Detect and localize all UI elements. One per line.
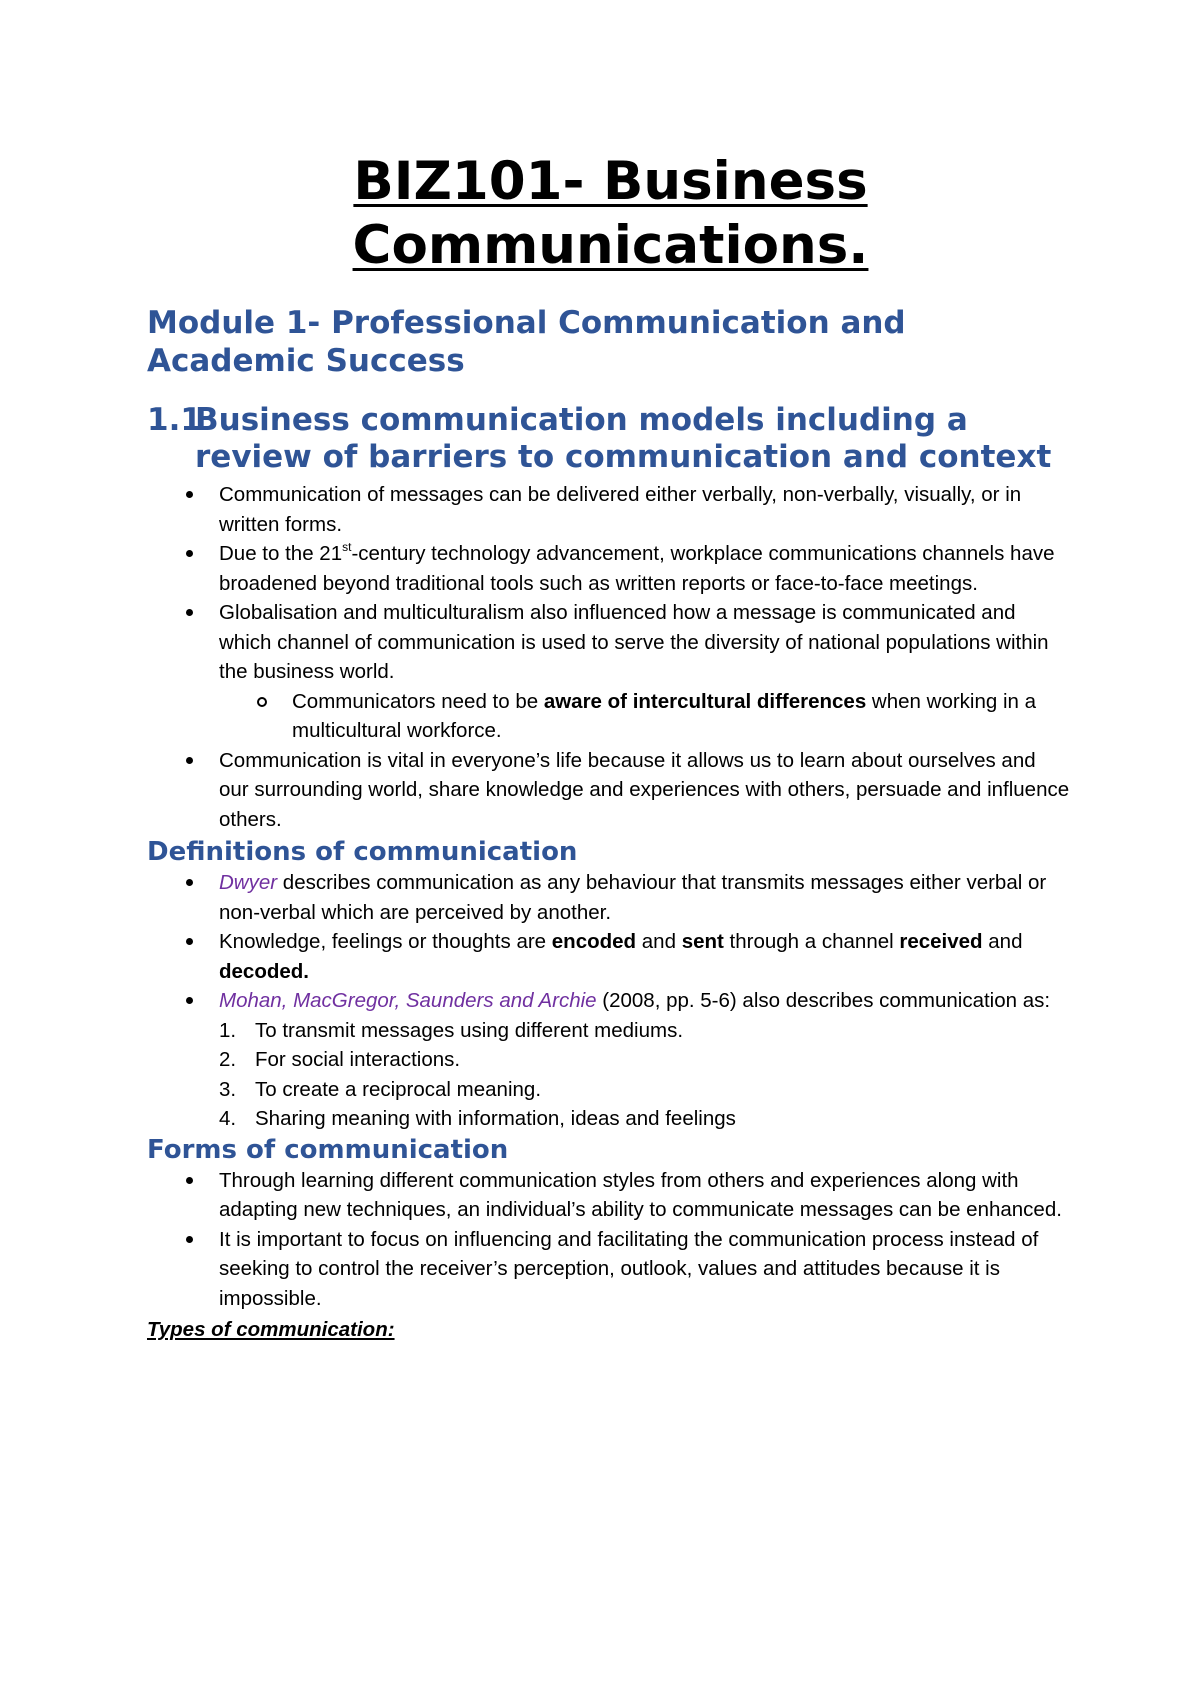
author-name: Mohan, MacGregor, Saunders and Archie (219, 989, 597, 1012)
section-title: Business communication models including a review of barriers to communication and context (195, 402, 1052, 475)
list-item (147, 927, 1070, 986)
bullet-text: Due to the 21 (219, 542, 343, 565)
numbered-item (147, 1075, 1070, 1105)
bullet-text: It is important to focus on influencing and facilitating the communication process instead of seeking to control the receiver’s perception, outlook, values and attitudes because it is impossible. (219, 1227, 1039, 1310)
definitions-heading: Definitions of communication (147, 837, 578, 867)
intro-bullet-list (147, 480, 1070, 834)
bold-text: sent (681, 930, 724, 953)
item-number: 3. (219, 1077, 237, 1101)
bold-text: received (899, 930, 983, 953)
title-line-1: BIZ101- Business (353, 151, 868, 212)
definitions-list (147, 868, 1070, 1016)
list-item (147, 480, 1070, 539)
list-item (147, 746, 1070, 835)
bullet-text: describes communication as any behaviour that transmits messages either verbal or non-verbal which are perceived by another. (219, 871, 1047, 924)
sub-list-item (147, 687, 1070, 746)
superscript: st (342, 540, 352, 554)
item-number: 1. (219, 1018, 237, 1042)
title-line-2: Communications. (352, 215, 869, 276)
list-item (147, 539, 1070, 598)
bullet-text: (2008, pp. 5-6) also describes communication as: (596, 989, 1051, 1012)
bullet-text: Communicators need to be (292, 689, 544, 713)
item-text: Sharing meaning with information, ideas and feelings (255, 1107, 736, 1130)
list-item (147, 598, 1070, 687)
numbered-item (147, 1045, 1070, 1075)
bullet-text: through a channel (723, 930, 900, 953)
document-title (147, 150, 1070, 278)
module-heading: Module 1- Professional Communication and Academic Success (147, 305, 906, 379)
forms-list (147, 1166, 1070, 1314)
bullet-text: and (982, 930, 1023, 953)
bullet-text: Through learning different communication styles from others and experiences along with adapting new techniques, an individual’s ability to communicate messages can be enhanced. (219, 1168, 1062, 1221)
list-item (147, 868, 1070, 927)
item-text: For social interactions. (255, 1048, 461, 1071)
item-text: To create a reciprocal meaning. (255, 1077, 542, 1101)
bold-text: encoded (551, 930, 637, 953)
types-label: Types of communication: (147, 1318, 395, 1341)
numbered-item (147, 1104, 1070, 1134)
bullet-text: -century technology advancement, workplace communications channels have broadened beyond traditional tools such as written reports or face-to-face meetings. (219, 542, 1055, 595)
item-number: 2. (219, 1048, 237, 1071)
bullet-text: when working in a multicultural workforce. (292, 689, 1037, 742)
item-number: 4. (219, 1107, 237, 1130)
section-heading (147, 402, 1070, 476)
list-item (147, 1225, 1070, 1314)
bullet-text: and (636, 930, 682, 953)
list-item (147, 1166, 1070, 1225)
bullet-text: Globalisation and multiculturalism also influenced how a message is communicated and which channel of communication is used to serve the diversity of national populations within the business world. (219, 601, 1049, 683)
forms-heading: Forms of communication (147, 1134, 509, 1165)
item-text: To transmit messages using different mediums. (255, 1018, 684, 1042)
section-number: 1.1 (147, 402, 202, 438)
bold-text: decoded. (219, 959, 309, 983)
bullet-text: Communication is vital in everyone’s life because it allows us to learn about ourselves and our surrounding world, share knowledge and experiences with others, persuade and influence others. (219, 748, 1070, 831)
numbered-item (147, 1016, 1070, 1046)
numbered-list (147, 1016, 1070, 1134)
bold-text: aware of intercultural differences (543, 689, 867, 713)
bullet-text: Communication of messages can be delivered either verbally, non-verbally, visually, or in written forms. (219, 483, 1022, 536)
list-item (147, 986, 1070, 1016)
author-name: Dwyer (219, 871, 278, 894)
bullet-text: Knowledge, feelings or thoughts are (219, 930, 552, 953)
